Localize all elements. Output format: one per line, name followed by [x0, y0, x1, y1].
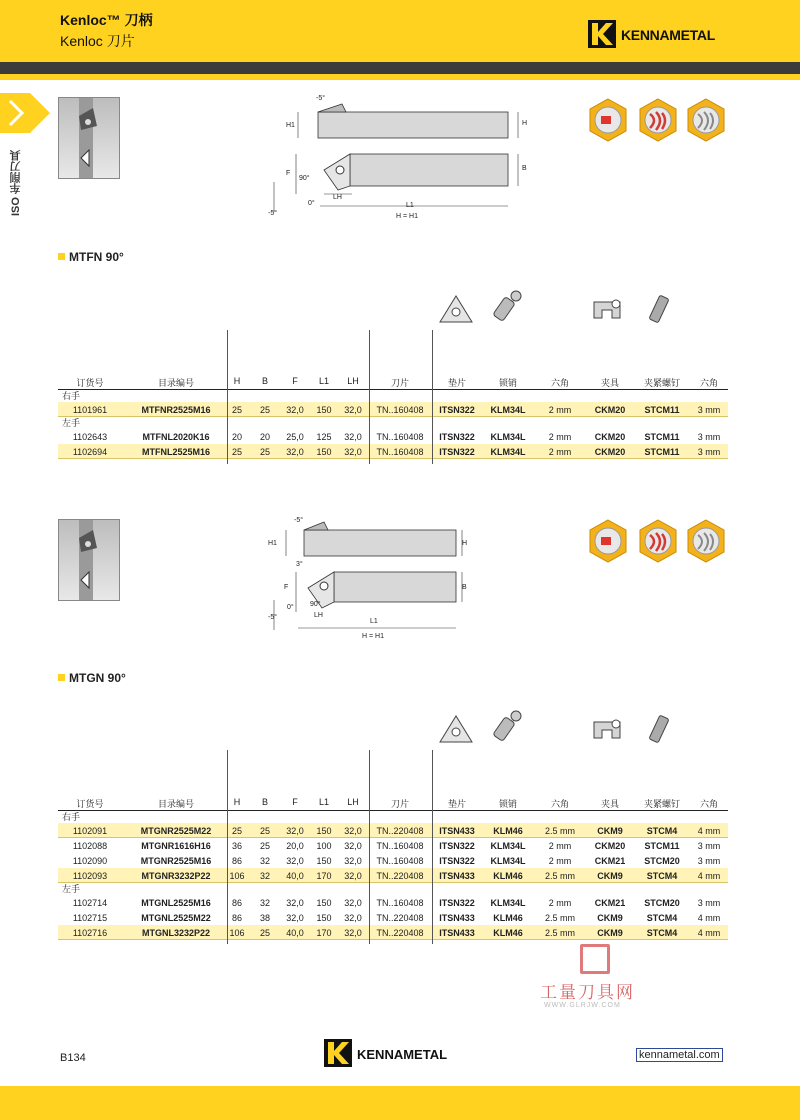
table-cell: 32,0: [286, 826, 304, 836]
table-cell: ITSN322: [439, 856, 475, 866]
application-wear-icon: [588, 98, 628, 142]
dim-label-lh: LH: [314, 612, 323, 619]
table-cell: 150: [316, 826, 332, 836]
table-header: [58, 374, 728, 390]
dim-label-hh1: H = H1: [396, 213, 418, 220]
table-cell: 25: [231, 826, 242, 836]
table-cell: 1102090: [72, 856, 108, 866]
dim-label-h: H: [522, 120, 528, 127]
table-cell: CKM20: [594, 841, 626, 851]
table-cell: TN..220408: [376, 826, 424, 836]
table-cell: 106: [229, 871, 245, 881]
col-shim: 垫片: [447, 378, 466, 388]
table-cell: 40,0: [286, 871, 304, 881]
header-dark-bar: [0, 62, 800, 74]
table-cell: TN..220408: [376, 871, 424, 881]
table-cell: 40,0: [286, 928, 304, 938]
table-cell: TN..220408: [376, 913, 424, 923]
bullet-square-icon: [58, 253, 65, 260]
table-cell: 86: [231, 898, 242, 908]
table-cell: 32,0: [344, 841, 362, 851]
table-cell: 2 mm: [548, 856, 572, 866]
col-lh: LH: [347, 376, 359, 386]
table-cell: 3 mm: [697, 898, 721, 908]
brand-name: KENNAMETAL: [621, 27, 715, 43]
brand-name: KENNAMETAL: [357, 1047, 448, 1062]
table-cell: STCM4: [646, 826, 678, 836]
table-cell: 1102088: [72, 841, 108, 851]
table-cell: KLM46: [493, 928, 523, 938]
footer-kennametal-logo[interactable]: [324, 1039, 464, 1069]
clamp-icon: [594, 720, 620, 738]
col-h: H: [233, 376, 241, 386]
clamp-icon: [594, 300, 620, 318]
table-cell: TN..160408: [376, 841, 424, 851]
table-cell: STCM4: [646, 871, 678, 881]
col-clamp-screw: 夹紧螺钉: [643, 378, 680, 388]
table-cell: 32,0: [286, 913, 304, 923]
col-clamp: 夹具: [600, 378, 619, 388]
col-clamp: 夹具: [600, 799, 619, 809]
table-cell: 32,0: [344, 898, 362, 908]
col-hex: 六角: [550, 799, 569, 809]
table-cell: ITSN322: [439, 898, 475, 908]
table-cell: ITSN433: [439, 871, 475, 881]
table-cell: 1102093: [72, 871, 108, 881]
col-catalog-no: 目录编号: [157, 378, 194, 388]
table-cell: CKM9: [597, 826, 623, 836]
table-cell: CKM21: [594, 898, 626, 908]
table-row[interactable]: [58, 925, 728, 940]
table-cell: 2.5 mm: [544, 826, 575, 836]
table-cell: 86: [231, 856, 242, 866]
toolholder-photo-thumbnail: [58, 519, 120, 601]
table-cell: 106: [229, 928, 245, 938]
watermark: [540, 944, 670, 1014]
table-cell: 32,0: [344, 928, 362, 938]
clamp-screw-icon: [649, 715, 669, 743]
dim-label-hh1: H = H1: [362, 633, 384, 640]
table-cell: 1102091: [72, 826, 108, 836]
table-cell: 3 mm: [697, 856, 721, 866]
table-cell: 32,0: [344, 871, 362, 881]
table-cell: STCM4: [646, 913, 678, 923]
col-hex2: 六角: [699, 799, 718, 809]
dim-label-0: 0°: [287, 604, 294, 611]
application-face-icon: [686, 98, 726, 142]
col-insert: 刀片: [390, 799, 409, 809]
table-cell: 170: [316, 928, 332, 938]
dim-label-l1: L1: [370, 618, 378, 625]
watermark-text: 工量刀具网: [540, 983, 635, 1003]
col-insert: 刀片: [390, 378, 409, 388]
table-cell: 4 mm: [697, 871, 721, 881]
dim-label-0: 0°: [308, 200, 315, 207]
table-cell: 25: [259, 841, 270, 851]
table-cell: 170: [316, 871, 332, 881]
dim-label-h: H: [462, 540, 468, 547]
col-hex: 六角: [550, 378, 569, 388]
table-cell: KLM34L: [490, 856, 526, 866]
table-cell: 2.5 mm: [544, 913, 575, 923]
table-cell: 1102715: [72, 913, 108, 923]
table-cell: 20,0: [286, 841, 304, 851]
table-cell: 38: [259, 913, 270, 923]
dim-label-90: 90°: [299, 175, 310, 182]
table-cell: TN..220408: [376, 928, 424, 938]
table-cell: 2.5 mm: [544, 928, 575, 938]
table-cell: STCM11: [644, 841, 680, 851]
table-cell: STCM20: [644, 898, 680, 908]
table-cell: CKM9: [597, 928, 623, 938]
table-cell: 1102714: [72, 898, 108, 908]
col-order-no: 订货号: [76, 378, 104, 388]
col-hex2: 六角: [699, 378, 718, 388]
table-cell: STCM20: [644, 856, 680, 866]
section-title-text: MTFN 90°: [69, 250, 124, 264]
table-cell: KLM34L: [490, 898, 526, 908]
table-cell: TN..160408: [376, 898, 424, 908]
table-cell: MTGNR1616H16: [141, 841, 211, 851]
table-cell: 4 mm: [697, 928, 721, 938]
watermark-logo-icon: [580, 944, 610, 974]
column-divider: [432, 750, 433, 944]
header-title: Kenloc™ 刀柄: [60, 12, 153, 28]
col-f: F: [292, 376, 298, 386]
table-cell: ITSN433: [439, 928, 475, 938]
page-number: B134: [60, 1052, 86, 1064]
dim-label-angle: -5°: [316, 95, 326, 102]
table-cell: 150: [316, 913, 332, 923]
dim-label-f: F: [286, 170, 291, 177]
table-cell: 36: [231, 841, 242, 851]
table-row[interactable]: 1101961 MTFNR2525M16 25 25 32,0 150 32,0 TN..160408 ITSN322 KLM34L 2 mm CKM20 STCM11 3 mm: [58, 402, 728, 417]
table-row[interactable]: 1102643 MTFNL2020K16 20 20 25,0 125 32,0 TN..160408 ITSN322 KLM34L 2 mm CKM20 STCM11 3 mm: [72, 432, 721, 442]
dim-label-b: B: [522, 165, 527, 172]
table-cell: 2 mm: [548, 898, 572, 908]
col-f: F: [292, 797, 298, 807]
column-divider: [369, 750, 370, 944]
table-cell: 32,0: [286, 856, 304, 866]
table-cell: 32,0: [286, 898, 304, 908]
dim-label-h1: H1: [286, 122, 295, 129]
group-label-right: 右手: [62, 812, 81, 822]
dim-label-angle-bottom: -5°: [268, 210, 278, 217]
shim-icon: [440, 716, 472, 742]
table-cell: ITSN322: [439, 841, 475, 851]
dim-label-l1: L1: [406, 202, 414, 209]
col-clamp-screw: 夹紧螺钉: [643, 799, 680, 809]
dim-label-angle: -5°: [294, 517, 304, 524]
table-row[interactable]: [58, 838, 728, 853]
mtfn-table: [58, 374, 728, 459]
table-cell: MTGNL3232P22: [141, 928, 211, 938]
table-row[interactable]: [58, 895, 728, 910]
table-cell: KLM46: [493, 871, 523, 881]
table-cell: TN..160408: [376, 856, 424, 866]
table-cell: 3 mm: [697, 841, 721, 851]
dim-label-b: B: [462, 584, 467, 591]
table-cell: MTGNL2525M16: [141, 898, 211, 908]
dim-label-90: 90°: [310, 601, 321, 608]
accessory-icons-row: [436, 710, 676, 746]
column-divider: [369, 330, 370, 464]
table-cell: MTGNR2525M16: [140, 856, 212, 866]
col-lock-pin: 锁销: [498, 378, 517, 388]
table-cell: STCM4: [646, 928, 678, 938]
table-header: [58, 795, 728, 811]
toolholder-dimension-drawing-2: [262, 516, 472, 642]
toolholder-dimension-drawing: [262, 94, 532, 226]
table-row[interactable]: [58, 910, 728, 925]
lock-pin-icon: [493, 291, 521, 321]
table-row[interactable]: [58, 853, 728, 868]
col-shim: 垫片: [447, 799, 466, 809]
k-logo-icon: [588, 20, 616, 48]
table-row[interactable]: 1102694 MTFNL2525M16 25 25 32,0 150 32,0 TN..160408 ITSN322 KLM34L 2 mm CKM20 STCM11 3 mm: [58, 444, 728, 459]
table-cell: 32,0: [344, 826, 362, 836]
table-cell: KLM46: [493, 826, 523, 836]
dim-label-f: F: [284, 584, 289, 591]
table-cell: 100: [316, 841, 332, 851]
clamp-screw-icon: [649, 295, 669, 323]
table-cell: 150: [316, 856, 332, 866]
table-cell: KLM34L: [490, 841, 526, 851]
col-lock-pin: 锁销: [498, 799, 517, 809]
table-cell: 32: [259, 871, 270, 881]
section-side-label: ISO 车削刀具: [10, 150, 22, 217]
section-title-mtfn: [58, 250, 124, 264]
table-cell: MTGNR3232P22: [141, 871, 211, 881]
dim-label-lh: LH: [333, 194, 342, 201]
table-cell: 32,0: [344, 913, 362, 923]
toolholder-photo-thumbnail: [58, 97, 120, 179]
header-gold-bar: [0, 74, 800, 80]
group-label-right: 右手: [62, 391, 81, 401]
table-cell: 32: [259, 856, 270, 866]
table-cell: 150: [316, 898, 332, 908]
col-lh: LH: [347, 797, 359, 807]
table-row[interactable]: [58, 823, 728, 838]
column-divider: [432, 330, 433, 464]
application-wear-icon: [588, 519, 628, 563]
table-cell: 25: [259, 826, 270, 836]
table-cell: CKM9: [597, 871, 623, 881]
dim-label-angle-bottom: -5°: [268, 614, 278, 621]
table-cell: KLM46: [493, 913, 523, 923]
table-cell: 86: [231, 913, 242, 923]
table-cell: 2 mm: [548, 841, 572, 851]
mtgn-table: [58, 795, 728, 940]
col-order-no: 订货号: [76, 799, 104, 809]
application-groove-icon: [638, 98, 678, 142]
table-cell: ITSN433: [439, 826, 475, 836]
website-link[interactable]: kennametal.com: [636, 1048, 723, 1062]
col-h: H: [233, 797, 241, 807]
table-cell: CKM21: [594, 856, 626, 866]
application-face-icon: [686, 519, 726, 563]
table-cell: 32: [259, 898, 270, 908]
table-cell: 4 mm: [697, 913, 721, 923]
section-title-text: MTGN 90°: [69, 671, 126, 685]
table-cell: MTGNR2525M22: [140, 826, 212, 836]
section-title-mtgn: [58, 671, 126, 685]
application-groove-icon: [638, 519, 678, 563]
k-logo-icon: [324, 1039, 352, 1067]
table-cell: ITSN433: [439, 913, 475, 923]
accessory-icons-row: [436, 290, 676, 326]
table-cell: MTGNL2525M22: [141, 913, 211, 923]
col-l1: L1: [318, 797, 329, 807]
col-b: B: [261, 797, 268, 807]
table-cell: 4 mm: [697, 826, 721, 836]
kennametal-logo[interactable]: [588, 20, 728, 50]
table-cell: 25: [259, 928, 270, 938]
lock-pin-icon: [493, 711, 521, 741]
table-cell: CKM9: [597, 913, 623, 923]
watermark-url: WWW.GLRJW.COM: [544, 1002, 621, 1009]
group-label-left: 左手: [62, 884, 81, 894]
dim-label-h1: H1: [268, 540, 277, 547]
shim-icon: [440, 296, 472, 322]
table-row[interactable]: [58, 868, 728, 883]
dim-label-3: 3°: [296, 561, 303, 568]
footer-band: [0, 1086, 800, 1120]
col-catalog-no: 目录编号: [157, 799, 194, 809]
chevron-tab-icon: [0, 93, 50, 133]
column-divider: [227, 750, 228, 944]
table-cell: 2.5 mm: [544, 871, 575, 881]
column-divider: [227, 330, 228, 464]
header-subtitle: Kenloc 刀片: [60, 33, 135, 49]
bullet-square-icon: [58, 674, 65, 681]
col-l1: L1: [318, 376, 329, 386]
group-label-left: 左手: [62, 418, 81, 428]
table-cell: 32,0: [344, 856, 362, 866]
table-cell: 1102716: [72, 928, 108, 938]
col-b: B: [261, 376, 268, 386]
